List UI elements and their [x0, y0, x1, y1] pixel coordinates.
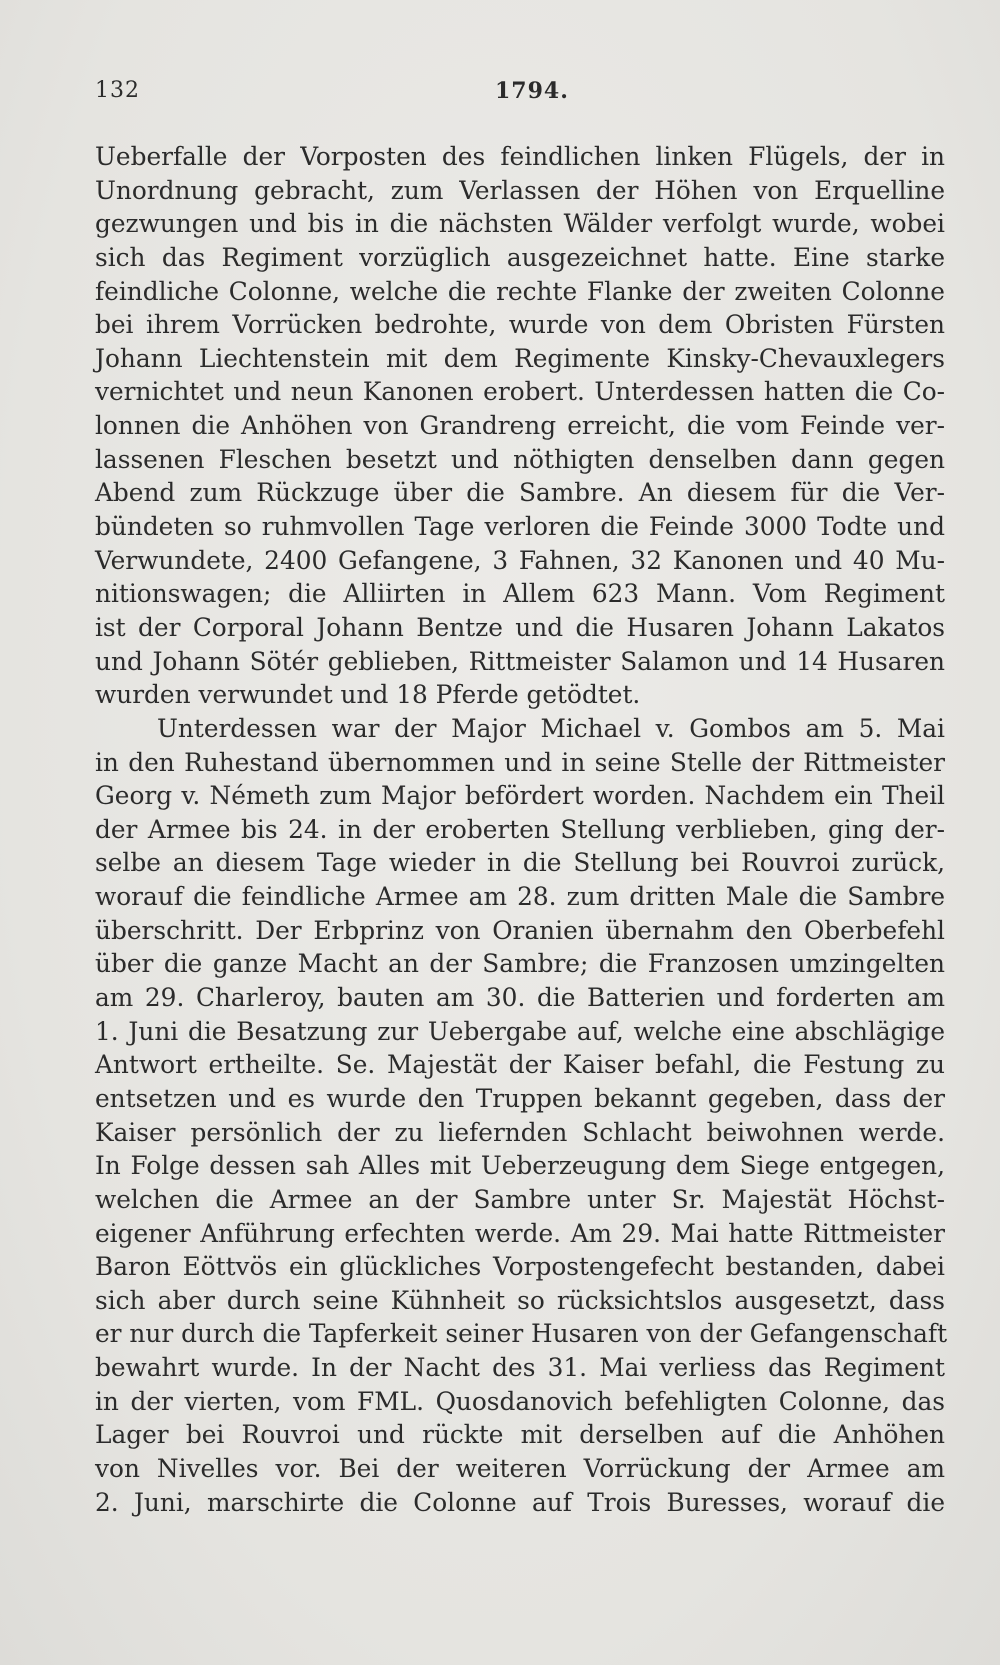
text-line: Antwort ertheilte. Se. Majestät der Kaiser befahl, die Festung zu [95, 1050, 945, 1080]
text-line: Johann Liechtenstein mit dem Regimente Kinsky-Chevauxlegers [95, 343, 945, 373]
text-line: lonnen die Anhöhen von Grandreng erreicht, die vom Feinde ver- [95, 411, 945, 441]
text-line: Georg v. Németh zum Major befördert worden. Nachdem ein Theil [95, 781, 945, 811]
text-line: Baron Eöttvös ein glückliches Vorpostengefecht bestanden, dabei [95, 1252, 945, 1282]
text-line: überschritt. Der Erbprinz von Oranien übernahm den Oberbefehl [95, 915, 945, 945]
text-line: Abend zum Rückzuge über die Sambre. An diesem für die Ver- [95, 478, 945, 508]
text-line: entsetzen und es wurde den Truppen bekannt gegeben, dass der [95, 1083, 945, 1113]
text-line: bewahrt wurde. In der Nacht des 31. Mai verliess das Regiment [95, 1353, 945, 1383]
text-line: ist der Corporal Johann Bentze und die Husaren Johann Lakatos [95, 612, 945, 642]
text-line: Ueberfalle der Vorposten des feindlichen linken Flügels, der in [95, 142, 945, 171]
text-line: er nur durch die Tapferkeit seiner Husaren von der Gefangenschaft [95, 1319, 948, 1349]
text-line: am 29. Charleroy, bauten am 30. die Batterien und forderten am [95, 983, 945, 1013]
text-line: 1. Juni die Besatzung zur Uebergabe auf, welche eine abschlägige [95, 1016, 945, 1046]
text-line: über die ganze Macht an der Sambre; die Franzosen umzingelten [95, 949, 945, 979]
text-line: bündeten so ruhmvollen Tage verloren die Feinde 3000 Todte und [95, 512, 945, 542]
text-line: Lager bei Rouvroi und rückte mit derselben auf die Anhöhen [95, 1420, 945, 1450]
text-line: feindliche Colonne, welche die rechte Flanke der zweiten Colonne [95, 276, 945, 306]
text-line: und Johann Sötér geblieben, Rittmeister Salamon und 14 Husaren [95, 646, 945, 676]
paragraph-end-line: wurden verwundet und 18 Pferde getödtet. [95, 680, 641, 710]
page-number: 132 [95, 78, 140, 103]
text-line: eigener Anführung erfechten werde. Am 29. Mai hatte Rittmeister [95, 1218, 945, 1248]
text-line: Kaiser persönlich der zu liefernden Schlacht beiwohnen werde. [95, 1117, 945, 1147]
text-line: vernichtet und neun Kanonen erobert. Unterdessen hatten die Co- [95, 377, 945, 407]
page-header [95, 78, 925, 108]
text-line: lassenen Fleschen besetzt und nöthigten denselben dann gegen [95, 444, 945, 474]
body-text [95, 140, 948, 1519]
text-line: in der vierten, vom FML. Quosdanovich befehligten Colonne, das [95, 1386, 945, 1416]
text-line: welchen die Armee an der Sambre unter Sr. Majestät Höchst- [95, 1184, 945, 1214]
text-line: worauf die feindliche Armee am 28. zum dritten Male die Sambre [95, 882, 945, 912]
text-line: selbe an diesem Tage wieder in die Stellung bei Rouvroi zurück, [95, 848, 945, 878]
text-line: sich aber durch seine Kühnheit so rücksichtslos ausgesetzt, dass [95, 1285, 945, 1315]
paragraph-start-line: Unterdessen war der Major Michael v. Gombos am 5. Mai [157, 713, 945, 743]
text-line: 2. Juni, marschirte die Colonne auf Trois Buresses, worauf die [95, 1487, 945, 1517]
text-line: der Armee bis 24. in der eroberten Stellung verblieben, ging der- [95, 814, 945, 844]
text-line: sich das Regiment vorzüglich ausgezeichnet hatte. Eine starke [95, 242, 945, 272]
text-line: in den Ruhestand übernommen und in seine Stelle der Rittmeister [95, 747, 945, 777]
text-line: gezwungen und bis in die nächsten Wälder verfolgt wurde, wobei [95, 209, 945, 239]
text-line: von Nivelles vor. Bei der weiteren Vorrückung der Armee am [95, 1453, 945, 1483]
text-line: Unordnung gebracht, zum Verlassen der Höhen von Erquelline [95, 175, 945, 205]
text-line: bei ihrem Vorrücken bedrohte, wurde von dem Obristen Fürsten [95, 310, 945, 340]
text-line: In Folge dessen sah Alles mit Ueberzeugung dem Siege entgegen, [95, 1151, 945, 1181]
running-head-year: 1794. [495, 78, 569, 104]
text-line: nitionswagen; die Alliirten in Allem 623 Mann. Vom Regiment [95, 579, 945, 609]
text-line: Verwundete, 2400 Gefangene, 3 Fahnen, 32 Kanonen und 40 Mu- [95, 545, 945, 575]
